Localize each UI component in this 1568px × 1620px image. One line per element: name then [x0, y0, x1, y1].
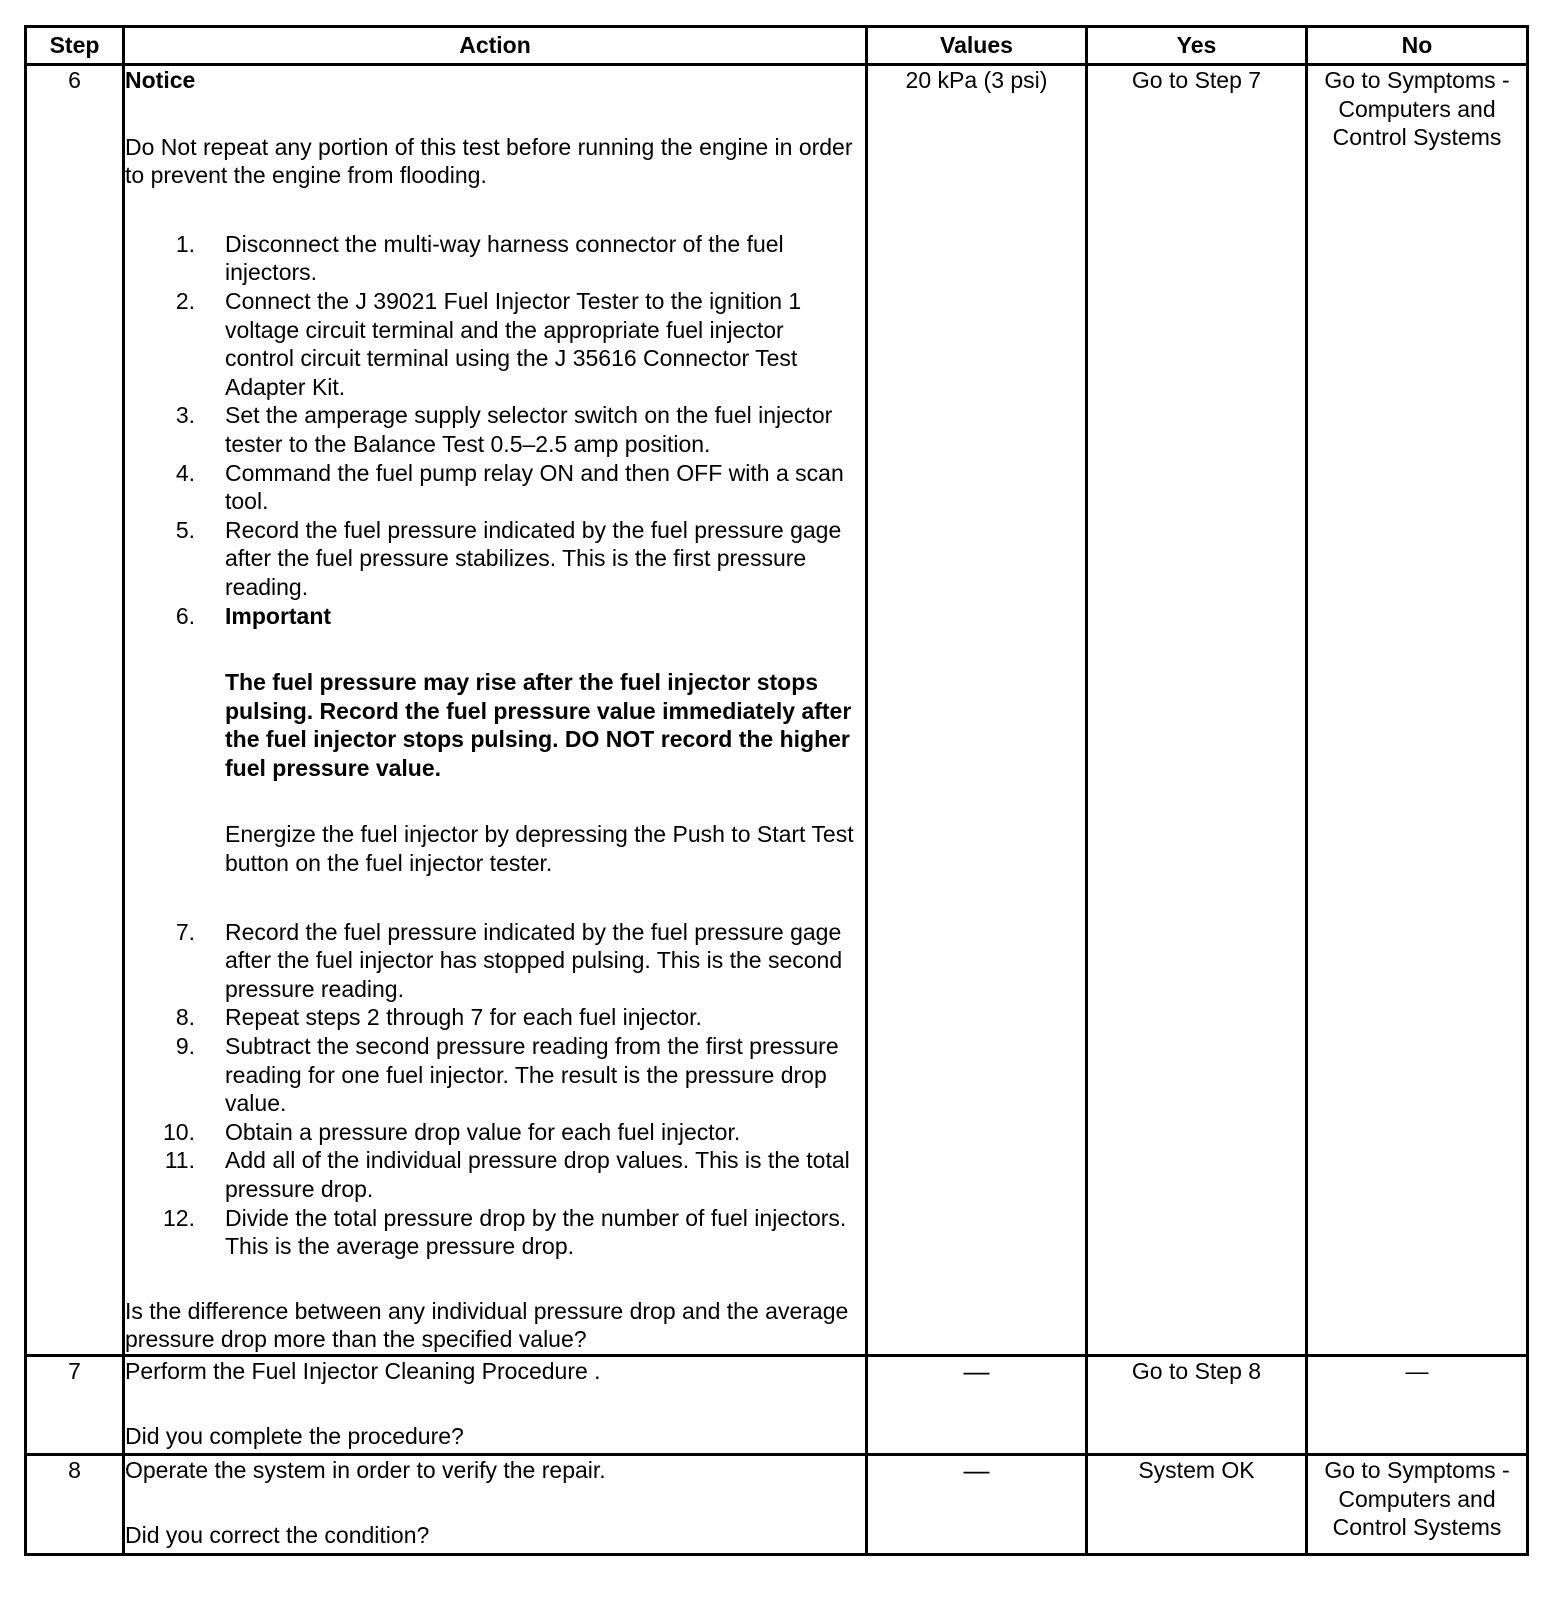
- header-values: Values: [867, 27, 1087, 65]
- list-item: 3. Set the amperage supply selector switch on the fuel injector tester to the Balance Test 0.5–2.5 amp position.: [175, 402, 833, 457]
- no-cell: Go to Symptoms - Computers and Control Systems: [1307, 65, 1528, 1356]
- list-item: 4. Command the fuel pump relay ON and then OFF with a scan tool.: [175, 459, 844, 515]
- table-row-step-6: [26, 65, 1528, 1356]
- yes-cell: Go to Step 7: [1087, 65, 1307, 1356]
- important-title: Important: [225, 602, 332, 629]
- list-item: 8. Repeat steps 2 through 7 for each fuel injector.: [175, 1004, 702, 1031]
- header-row: [26, 27, 1528, 65]
- list-item: 2. Connect the J 39021 Fuel Injector Tester to the ignition 1 voltage circuit terminal and the appropriate fuel injector control circuit terminal using the J 35616 Connector Test Adapter Kit.: [175, 287, 802, 400]
- values-cell: 20 kPa (3 psi): [867, 65, 1087, 1356]
- yes-cell: Go to Step 8: [1087, 1355, 1307, 1454]
- step-number: 8: [26, 1454, 124, 1554]
- header-step: Step: [26, 27, 124, 65]
- notice-title: Notice: [125, 67, 196, 93]
- no-cell: Go to Symptoms - Computers and Control Systems: [1307, 1454, 1528, 1554]
- diagnostic-table: [24, 25, 1529, 1556]
- table-row-step-7: [26, 1355, 1528, 1454]
- question-text: Did you complete the procedure?: [125, 1422, 464, 1449]
- list-item: 7. Record the fuel pressure indicated by the fuel pressure gage after the fuel injector has stopped pulsing. This is the second pressure reading.: [175, 918, 843, 1002]
- list-item: 6. Important The fuel pressure may rise after the fuel injector stops pulsing. Record the fuel pressure value immediately after the fuel injector stops pulsing. DO NOT record the higher fuel pressure value. Energize the fuel injector by depressing the Push to Start Test button on the fuel injector tester.: [125, 602, 865, 918]
- yes-cell: System OK: [1087, 1454, 1307, 1554]
- step-number: 6: [26, 65, 124, 1356]
- action-cell: [124, 1355, 867, 1454]
- action-cell: [124, 1454, 867, 1554]
- values-cell: —: [867, 1454, 1087, 1554]
- list-item: 10. Obtain a pressure drop value for each fuel injector.: [163, 1118, 741, 1145]
- list-item: 12. Divide the total pressure drop by the number of fuel injectors. This is the average pressure drop.: [163, 1204, 847, 1260]
- important-text: The fuel pressure may rise after the fuel injector stops pulsing. Record the fuel pressure value immediately after the fuel injector stops pulsing. DO NOT record the higher fuel pressure value.: [225, 669, 852, 781]
- question-text: Is the difference between any individual pressure drop and the average pressure drop more than the specified value?: [125, 1297, 849, 1353]
- no-cell: —: [1307, 1355, 1528, 1454]
- action-text: Perform the Fuel Injector Cleaning Procedure .: [125, 1357, 601, 1384]
- procedure-list: [125, 230, 865, 1261]
- values-cell: —: [867, 1355, 1087, 1454]
- header-action: Action: [124, 27, 867, 65]
- list-item: 11. Add all of the individual pressure drop values. This is the total pressure drop.: [164, 1147, 850, 1202]
- header-no: No: [1307, 27, 1528, 65]
- important-step-text: Energize the fuel injector by depressing the Push to Start Test button on the fuel injector tester.: [225, 821, 854, 877]
- list-item: 5. Record the fuel pressure indicated by the fuel pressure gage after the fuel pressure stabilizes. This is the first pressure reading.: [175, 516, 842, 600]
- notice-text: Do Not repeat any portion of this test before running the engine in order to prevent the engine from flooding.: [125, 133, 853, 189]
- action-text: Operate the system in order to verify the repair.: [125, 1456, 606, 1483]
- list-item: 1. Disconnect the multi-way harness connector of the fuel injectors.: [175, 230, 784, 286]
- step-number: 7: [26, 1355, 124, 1454]
- action-cell: [124, 65, 867, 1356]
- list-item: 9. Subtract the second pressure reading from the first pressure reading for one fuel injector. The result is the pressure drop value.: [175, 1033, 839, 1117]
- table-row-step-8: [26, 1454, 1528, 1554]
- question-text: Did you correct the condition?: [125, 1521, 430, 1548]
- header-yes: Yes: [1087, 27, 1307, 65]
